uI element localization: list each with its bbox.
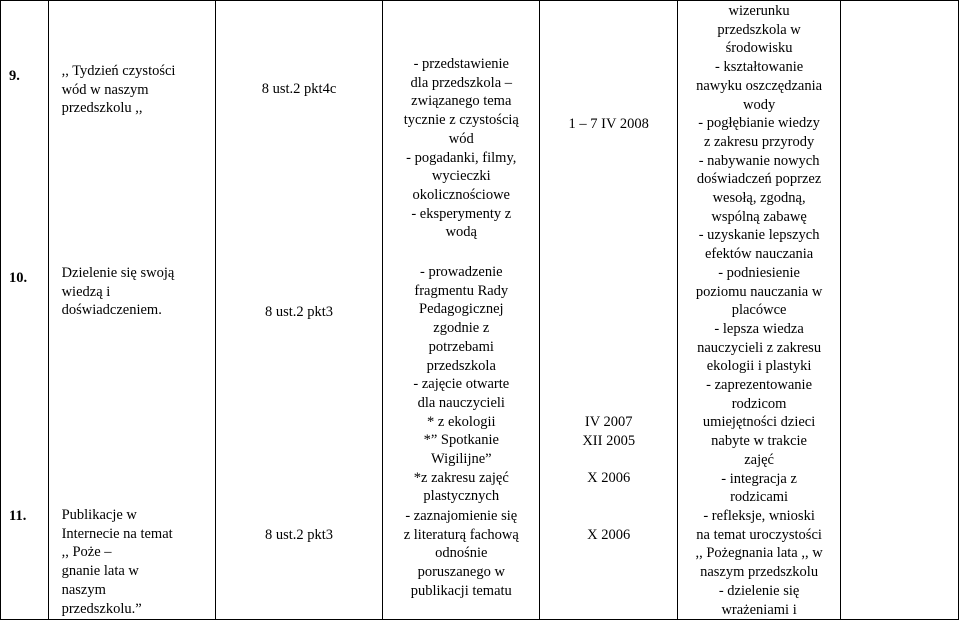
- paragraph-11: 8 ust.2 pkt3: [264, 527, 334, 543]
- row-number-9: 9.: [9, 68, 20, 84]
- date-10: IV 2007 XII 2005 X 2006: [582, 414, 636, 487]
- description-9: - przedstawienie dla przedszkola – związanego tema tycznie z czystością wód - pogadanki, filmy, wycieczki okolicznościowe - eksperymenty z wodą: [403, 56, 519, 241]
- title-column: [48, 1, 215, 620]
- effects-list: wizerunku przedszkola w środowisku - kształtowanie nawyku oszczędzania wody - pogłębianie wiedzy z zakresu przyrody - nabywanie nowych doświadczeń poprzez wesołą, zgodną, wspólną zabawę - uzyskanie lepszych efektów nauczania - podniesienie poziomu nauczania w placówce - lepsza wiedza nauczycieli z zakresu ekologii i plastyki - zaprezentowanie rodzicom umiejętności dzieci nabyte w trakcie zajęć - integracja z rodzicami - refleksje, wnioski na temat uroczystości ,, Pożegnania lata ,, w naszym przedszkolu - dzielenie się wrażeniami i: [695, 3, 823, 618]
- paragraph-column: [215, 1, 382, 620]
- description-10: - prowadzenie fragmentu Rady Pedagogicznej zgodnie z potrzebami przedszkola - zajęcie otwarte dla nauczycieli * z ekologii *” Spotkanie Wigilijne” *z zakresu zajęć plastycznych: [413, 264, 510, 505]
- paragraph-9: 8 ust.2 pkt4c: [261, 81, 337, 97]
- description-11: - zaznajomienie się z literaturą fachową odnośnie poruszanego w publikacji tematu: [403, 508, 519, 599]
- date-11: X 2006: [587, 527, 631, 543]
- row-number-column: [1, 1, 49, 620]
- title-10: Dzielenie się swoją wiedzą i doświadczeniem.: [61, 265, 175, 319]
- date-column: [540, 1, 678, 620]
- title-9: ,, Tydzień czystości wód w naszym przedszkolu ,,: [61, 63, 176, 117]
- date-9: 1 – 7 IV 2008: [568, 116, 649, 132]
- row-number-10: 10.: [9, 270, 28, 286]
- description-column: [383, 1, 540, 620]
- title-11: Publikacje w Internecie na temat ,, Poże – gnanie lata w naszym przedszkolu.”: [61, 507, 173, 617]
- row-number-11: 11.: [9, 508, 27, 524]
- paragraph-10: 8 ust.2 pkt3: [264, 304, 334, 320]
- empty-column: [841, 1, 959, 620]
- effects-column: [677, 1, 840, 620]
